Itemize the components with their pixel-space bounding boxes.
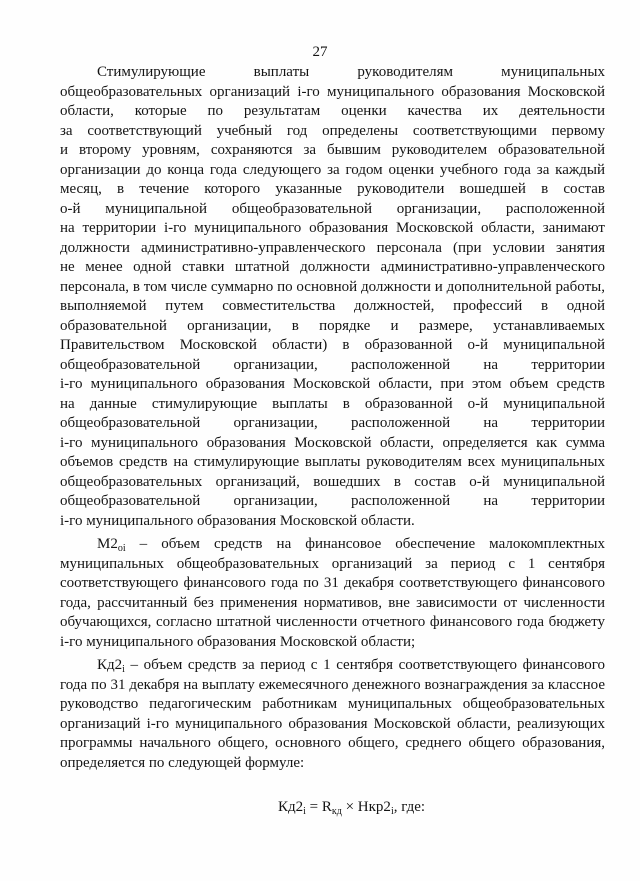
- line-text: области, которые по результатам оценки качества их деятельности: [60, 103, 605, 119]
- formula-lhs: Кд2: [278, 799, 304, 815]
- text-line: [60, 141, 605, 161]
- text-line: [60, 512, 605, 532]
- formula-times: × Нкр2: [341, 799, 391, 815]
- line-text: на данные стимулирующие выплаты в образованной о-й муниципальной: [60, 395, 605, 412]
- line-text: организаций i-го муниципального образования Московской области, реализующих: [60, 715, 605, 732]
- text-line: [60, 574, 605, 594]
- line-text: должности административно-управленческого персонала (при условии занятия: [60, 239, 605, 256]
- line-text: выполняемой путем совместительства должностей, профессий в одной: [60, 298, 605, 314]
- text-line: [60, 278, 605, 298]
- line-text: определяется по следующей формуле:: [60, 754, 305, 771]
- text-line: [60, 492, 605, 512]
- text-line: [60, 434, 605, 454]
- line-text: – объем средств на финансовое обеспечение малокомплектных: [125, 536, 605, 552]
- body-text: [60, 63, 605, 817]
- text-line: [60, 676, 605, 696]
- text-line: [60, 453, 605, 473]
- text-line: [60, 754, 605, 774]
- line-text: o-й муниципальной общеобразовательной организации, расположенной: [60, 200, 605, 217]
- line-text: года по 31 декабря на выплату ежемесячного денежного вознаграждения за классное: [60, 676, 605, 693]
- text-line: [60, 656, 605, 676]
- term-subscript: i: [122, 664, 125, 675]
- line-text: Стимулирующие выплаты руководителям муниципальных: [97, 64, 605, 80]
- paragraph: [60, 535, 605, 652]
- text-line: [60, 180, 605, 200]
- text-line: [60, 336, 605, 356]
- term-subscript: oi: [117, 543, 126, 554]
- line-text: персонала, в том числе суммарно по основной должности и дополнительной работы,: [60, 278, 605, 295]
- formula-tail: , где:: [393, 799, 426, 815]
- text-line: [60, 375, 605, 395]
- text-line: [60, 734, 605, 754]
- text-line: [60, 219, 605, 239]
- line-text: i-го муниципального образования Московской области, при этом объем средств: [60, 376, 605, 392]
- text-line: [60, 258, 605, 278]
- text-line: [60, 613, 605, 633]
- text-line: [60, 395, 605, 415]
- line-text: месяц, в течение которого указанные руководители вошедшей в состав: [60, 181, 605, 197]
- line-text: организации до конца года следующего за годом оценки учебного года за каждый: [60, 161, 605, 178]
- text-line: [60, 594, 605, 614]
- text-line: [60, 102, 605, 122]
- text-line: [60, 161, 605, 181]
- line-text: не менее одной ставки штатной должности административно-управленческого: [60, 259, 605, 275]
- line-text: общеобразовательной организации, расположенной на территории: [60, 356, 605, 373]
- text-line: [60, 414, 605, 434]
- text-line: [60, 695, 605, 715]
- line-text: обучающихся, согласно штатной численности отчетного финансового года бюджету: [60, 614, 605, 630]
- line-text: на территории i-го муниципального образования Московской области, занимают: [60, 220, 605, 236]
- text-line: [60, 83, 605, 103]
- text-line: [60, 633, 605, 653]
- line-text: общеобразовательных организаций i-го муниципального образования Московской: [60, 83, 605, 100]
- text-line: [60, 63, 605, 83]
- line-text: образовательной организации, в порядке и размере, устанавливаемых: [60, 317, 605, 334]
- line-text: Правительством Московской области) в образованной о-й муниципальной: [60, 337, 605, 353]
- text-line: [60, 473, 605, 493]
- line-text: i-го муниципального образования Московской области.: [60, 512, 415, 529]
- line-text: руководство педагогическим работникам муниципальных общеобразовательных: [60, 696, 605, 712]
- line-text: объемов средств на стимулирующие выплаты руководителям всех муниципальных: [60, 454, 605, 470]
- line-text: и второму уровням, сохраняются за бывшим руководителем образовательной: [60, 142, 605, 158]
- text-line: [60, 356, 605, 376]
- paragraphs: [60, 63, 605, 773]
- line-text: общеобразовательных организаций, вошедших в состав о-й муниципальной: [60, 473, 605, 490]
- line-text: за соответствующий учебный год определены соответствующими первому: [60, 122, 605, 139]
- term: Кд2: [97, 657, 123, 673]
- text-line: [60, 200, 605, 220]
- line-text: – объем средств за период с 1 сентября соответствующего финансового: [124, 657, 605, 673]
- formula-lhs-subscript: i: [303, 806, 306, 817]
- paragraph: [60, 656, 605, 773]
- formula: [60, 797, 605, 817]
- term: М2: [97, 536, 118, 552]
- line-text: соответствующего финансового года по 31 декабря соответствующего финансового: [60, 575, 605, 591]
- text-line: [60, 297, 605, 317]
- page-number: 27: [312, 44, 328, 60]
- text-line: [60, 535, 605, 555]
- text-line: [60, 715, 605, 735]
- paragraph: [60, 63, 605, 531]
- text-line: [60, 555, 605, 575]
- line-text: муниципальных общеобразовательных организаций за период с 1 сентября: [60, 555, 605, 572]
- text-line: [60, 317, 605, 337]
- line-text: общеобразовательной организации, расположенной на территории: [60, 493, 605, 509]
- line-text: i-го муниципального образования Московской области, определяется как сумма: [60, 434, 605, 451]
- formula-equals: = R: [305, 799, 332, 815]
- line-text: программы начального общего, основного общего, среднего общего образования,: [60, 735, 605, 751]
- formula-times-subscript: i: [390, 806, 394, 817]
- line-text: общеобразовательной организации, расположенной на территории: [60, 415, 605, 431]
- formula-r-subscript: кд: [331, 806, 342, 817]
- line-text: года, рассчитанный без применения нормативов, вне зависимости от численности: [60, 594, 605, 611]
- text-line: [60, 122, 605, 142]
- text-line: [60, 239, 605, 259]
- line-text: i-го муниципального образования Московской области;: [60, 633, 416, 650]
